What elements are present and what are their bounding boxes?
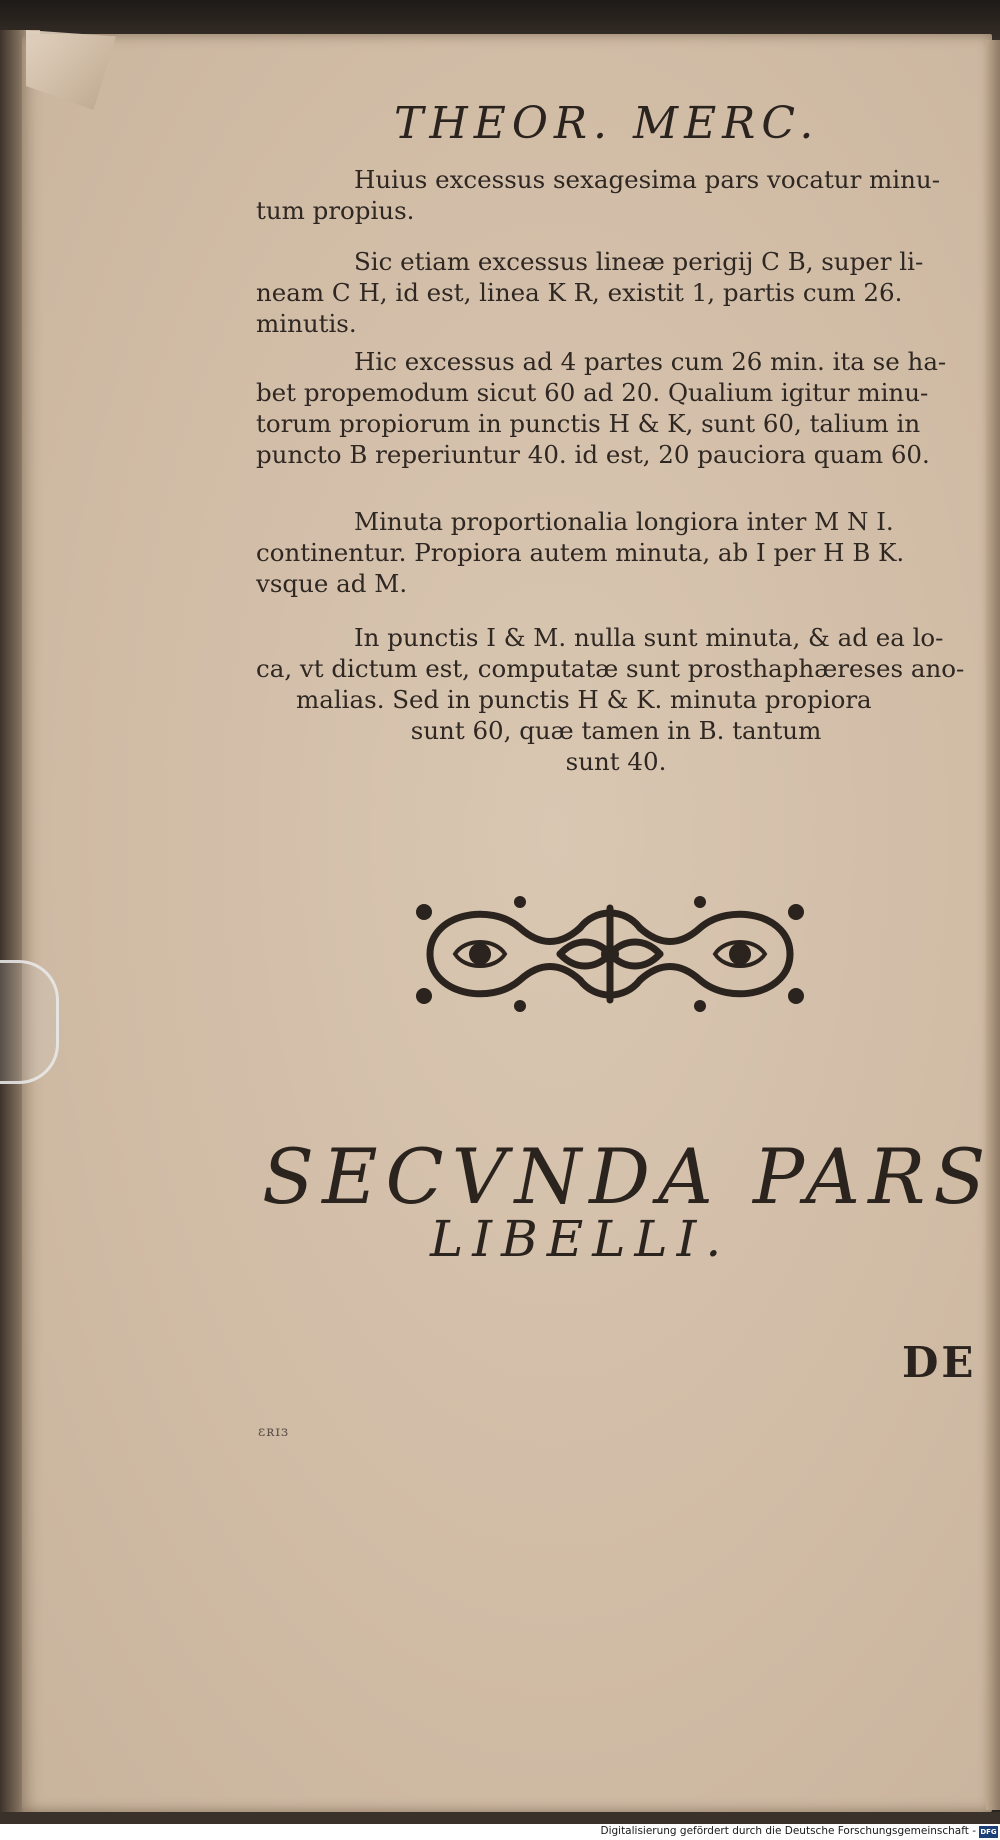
text-line: sunt 60, quæ tamen in B. tantum: [410, 716, 822, 745]
text-line: puncto B reperiuntur 40. id est, 20 pauciora quam 60.: [256, 440, 930, 469]
text-line: bet propemodum sicut 60 ad 20. Qualium igitur minu-: [256, 378, 929, 407]
text-line: continentur. Propiora autem minuta, ab I per H B K.: [256, 538, 905, 567]
paragraph-2: [256, 246, 976, 339]
section-title: SECVNDA PARS: [262, 1132, 994, 1221]
paragraph-1: [256, 164, 976, 226]
text-line: minutis.: [256, 309, 357, 338]
bottom-dark-edge: [0, 1812, 1000, 1824]
right-page-edge: [986, 40, 1000, 1810]
fleuron-ornament-icon: [410, 888, 810, 1020]
paragraph-4: [256, 506, 976, 599]
text-line: neam C H, id est, linea K R, existit 1, partis cum 26.: [256, 278, 903, 307]
text-line: In punctis I & M. nulla sunt minuta, & ad ea lo-: [354, 623, 944, 652]
paragraph-5: [256, 622, 976, 777]
page-clip: [0, 960, 59, 1084]
dfg-logo-icon: DFG: [980, 1828, 997, 1836]
running-head: THEOR. MERC.: [394, 98, 820, 149]
catchword: DE: [902, 1338, 977, 1387]
section-subtitle: LIBELLI.: [430, 1210, 731, 1268]
text-line: tum propius.: [256, 196, 415, 225]
text-line: vsque ad M.: [256, 569, 408, 598]
text-line: torum propiorum in punctis H & K, sunt 60, talium in: [256, 409, 921, 438]
text-line: malias. Sed in punctis H & K. minuta propiora: [296, 685, 872, 714]
text-line: Minuta proportionalia longiora inter M N I.: [354, 507, 894, 536]
paragraph-3: [256, 346, 976, 470]
text-line: Hic excessus ad 4 partes cum 26 min. ita se ha-: [354, 347, 947, 376]
digitization-credit: Digitalisierung gefördert durch die Deutsche Forschungsgemeinschaft -: [600, 1825, 976, 1837]
text-line: Huius excessus sexagesima pars vocatur minu-: [354, 165, 940, 194]
text-line: sunt 40.: [565, 747, 667, 776]
stray-mark: ɛʀɪɜ: [258, 1424, 289, 1440]
text-line: Sic etiam excessus lineæ perigij C B, super li-: [354, 247, 924, 276]
text-line: ca, vt dictum est, computatæ sunt prosthaphæreses ano-: [256, 654, 965, 683]
